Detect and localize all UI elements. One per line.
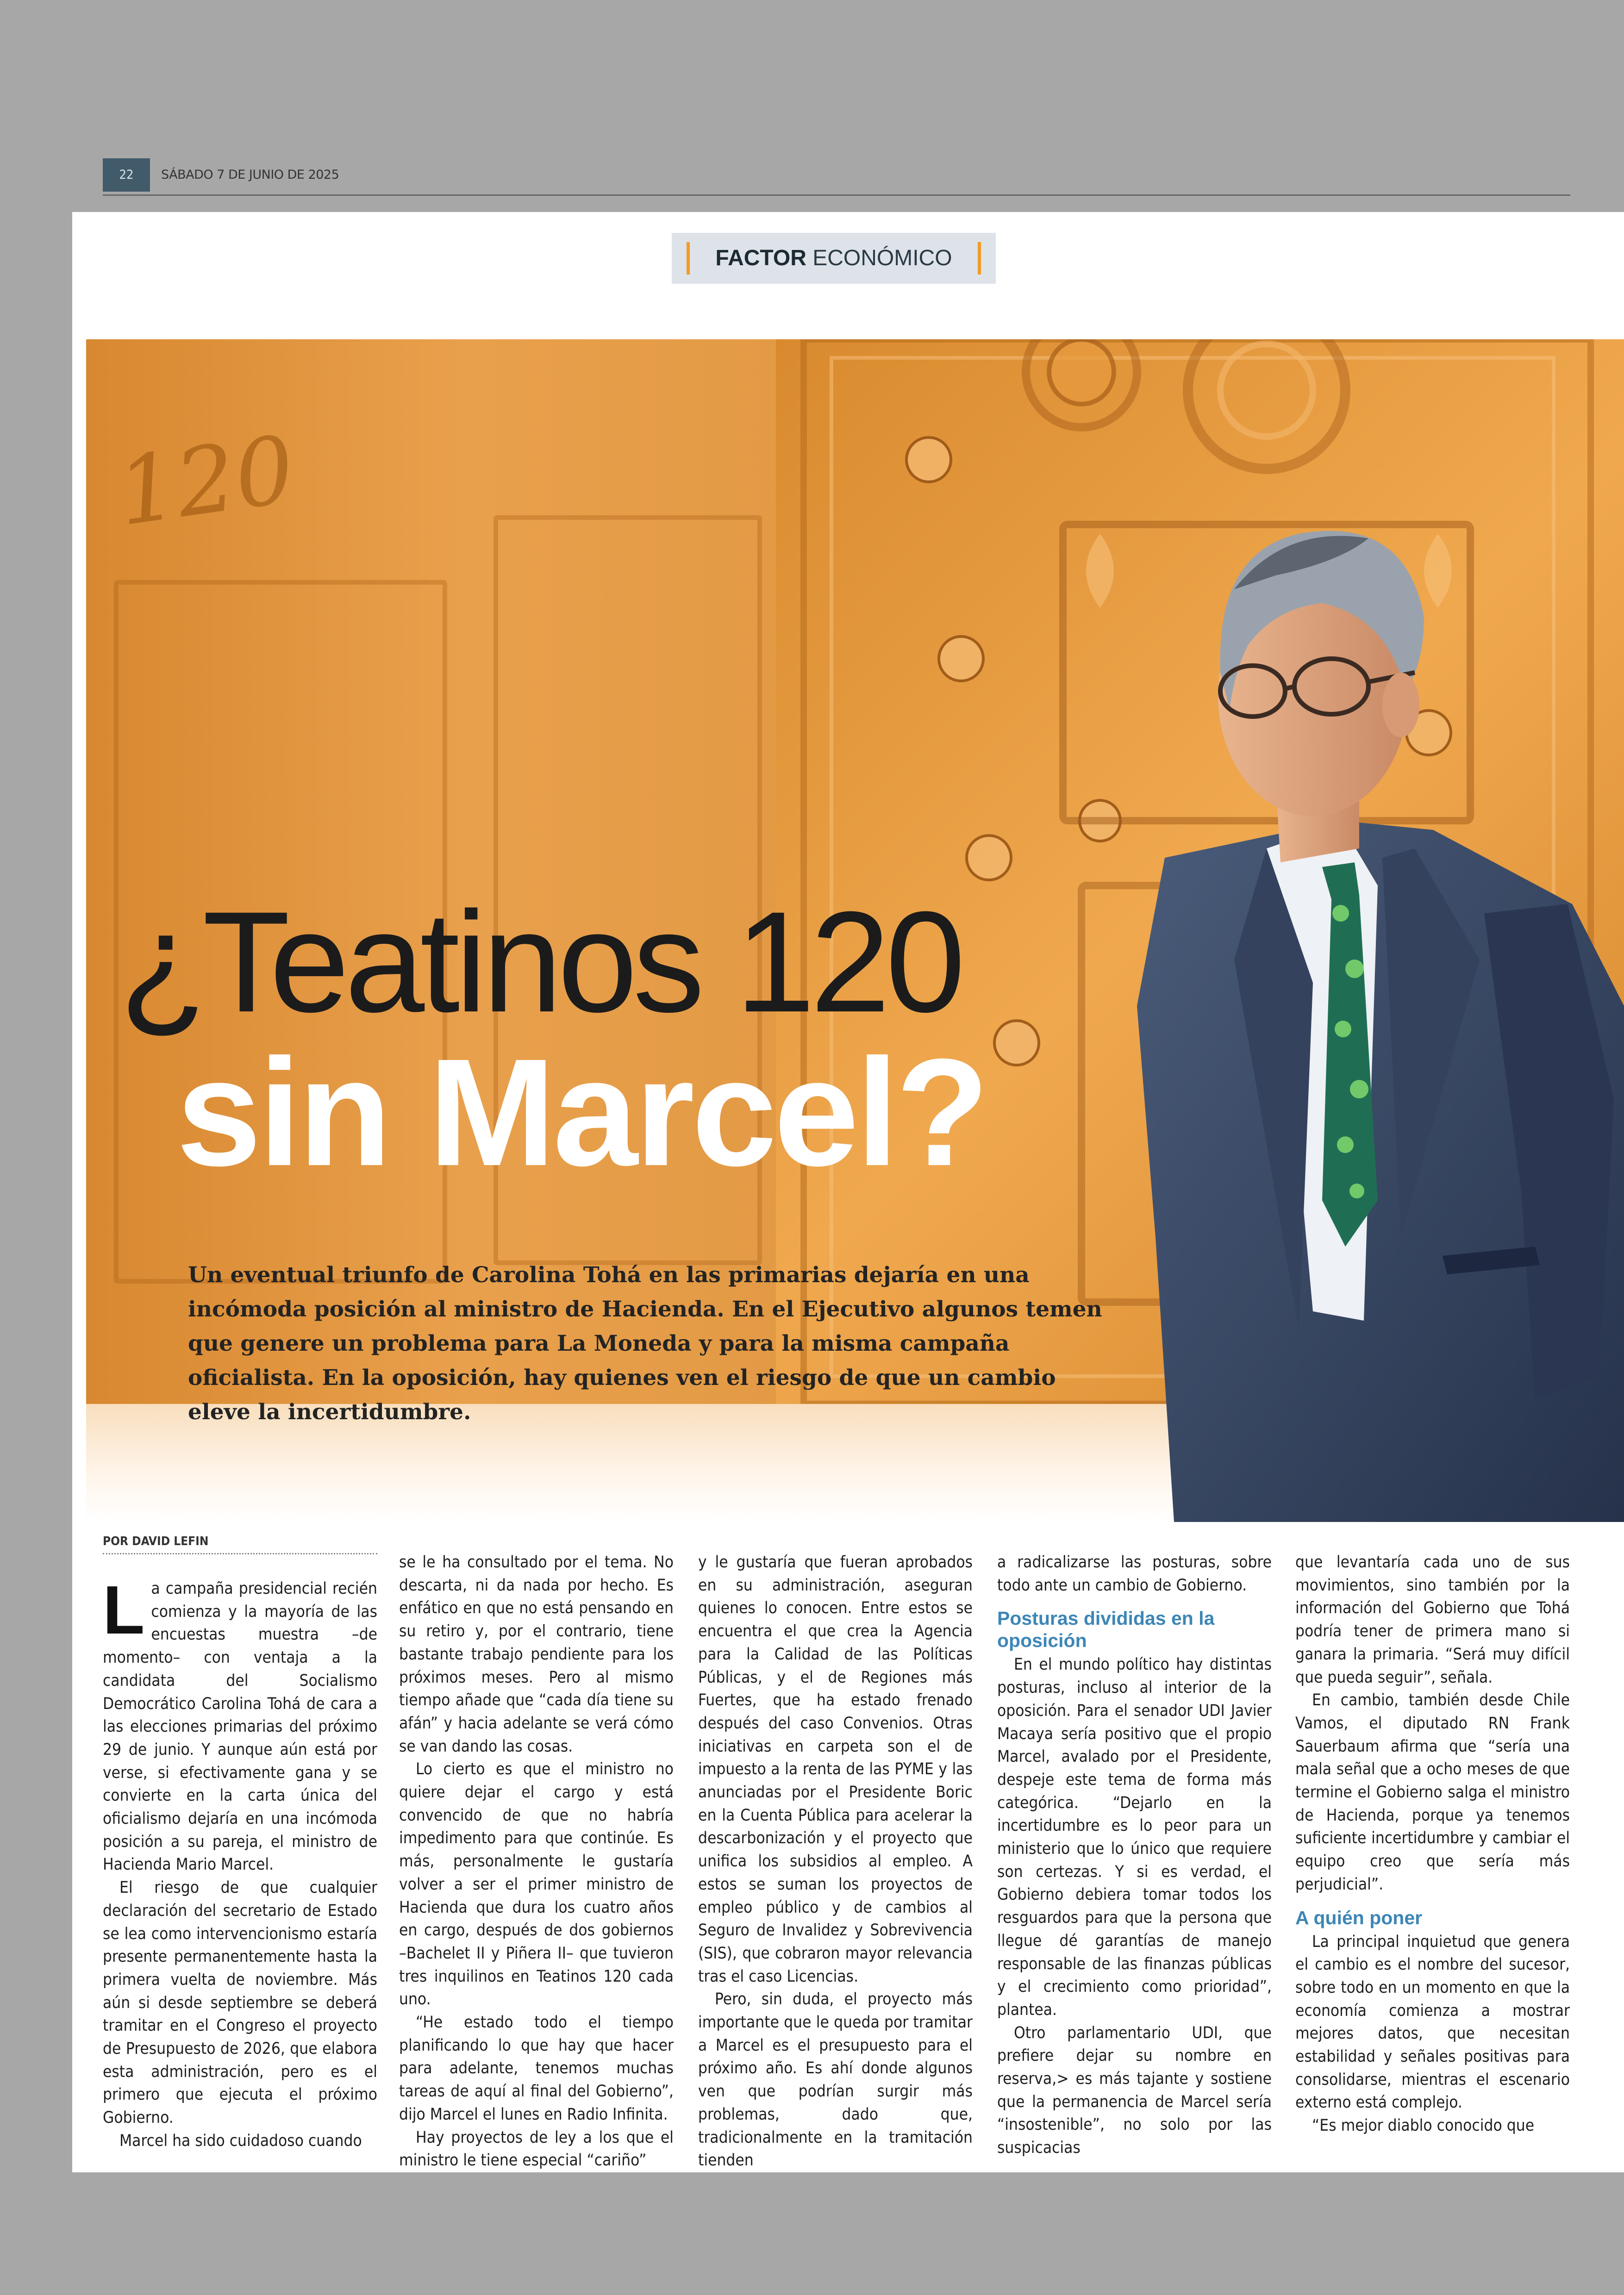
paragraph — [103, 1572, 377, 1877]
section-tag-bold: FACTOR — [715, 246, 806, 270]
byline: POR DAVID LEFIN — [103, 1534, 209, 1548]
article-column-2 — [399, 1551, 674, 2172]
article-column-4 — [997, 1551, 1272, 2160]
paragraph: El riesgo de que cualquier declaración del secretario de Estado se lea como intervencionismo estaría presente permanentemente hasta la primera vuelta de noviembre. Más aún si desde septiembre se deberá tramitar en el Congreso el proyecto de Presupuesto de 2026, que elabora esta administración, pero es el primero que ejecuta el próximo Gobierno. — [103, 1878, 377, 2127]
page-number: 22 — [103, 158, 150, 192]
paragraph: “Es mejor diablo conocido que — [1312, 2116, 1535, 2135]
running-header — [103, 158, 1570, 196]
minister-photo — [1081, 497, 1624, 1522]
section-tag-label — [672, 233, 996, 284]
paragraph: En el mundo político hay distintas posturas, incluso al interior de la oposición. Para el senador UDI Javier Macaya sería positivo que el propio Marcel, avalado por el Presidente, despeje este tema de forma más categórica. “Dejarlo en la incertidumbre es lo peor para un ministerio que lo único que requiere son certezas. Y si es verdad, el Gobierno debiera tomar todos los resguardos para que la persona que llegue dé garantías de manejo responsable de las finanzas públicas y el crecimiento como prioridad”, plantea. — [997, 1655, 1272, 2019]
paragraph: En cambio, también desde Chile Vamos, el diputado RN Frank Sauerbaum afirma que “sería una mala señal que a ocho meses de que termine el Gobierno salga el ministro de Hacienda, porque ya tenemos suficiente incertidumbre y cambiar el equipo creo que sería más perjudicial”. — [1295, 1691, 1570, 1894]
paragraph: y le gustaría que fueran aprobados en su administración, aseguran quienes lo conocen. Entre estos se encuentra el que crea la Agencia para la Calidad de las Políticas Públicas, y el de Regiones más Fuertes, que ha estado frenado después del caso Convenios. Otras iniciativas en carpeta son el de impuesto a la renta de las PYME y las anunciadas por el Presidente Boric en la Cuenta Pública para acelerar la descarbonización y el proyecto que unifica los subsidios al empleo. A estos se suman los proyectos de empleo público y de cambios al Seguro de Invalidez y Sobrevivencia (SIS), que cobraron mayor relevancia tras el caso Licencias. — [698, 1553, 973, 1986]
subhead: A quién poner — [1295, 1907, 1423, 1928]
paragraph-text: a campaña presidencial recién comienza y la mayoría de las encuestas muestra –de momento– con ventaja a la candidata del Socialismo Democrático Carolina Tohá de cara a las elecciones primarias del próximo 29 de junio. Y aunque aún está por verse, si efectivamente gana y se convierte en la carta única del oficialismo dejaría en una incómoda posición a su pareja, el ministro de Hacienda Mario Marcel. — [103, 1579, 377, 1874]
paragraph: que levantaría cada uno de sus movimientos, sino también por la información del Gobierno que Tohá podría tener de primera mano si ganara la primaria. “Será muy difícil que pueda seguir”, señala. — [1295, 1553, 1570, 1687]
section-tag-right-bar — [978, 242, 981, 274]
article-column-5 — [1295, 1551, 1570, 2138]
paragraph: La principal inquietud que genera el cambio es el nombre del sucesor, sobre todo en un momento en que la economía comienza a mostrar mejores datos, que necesitan estabilidad y señales positivas para consolidarse, mientras el escenario externo está complejo. — [1295, 1932, 1570, 2112]
paragraph: Otro parlamentario UDI, que prefiere dejar su nombre en reserva,> es más tajante y sostiene que la permanencia de Marcel sería “insostenible”, no solo por las suspicacias — [997, 2023, 1272, 2158]
paragraph: a radicalizarse las posturas, sobre todo ante un cambio de Gobierno. — [997, 1553, 1272, 1595]
section-tag — [672, 233, 996, 284]
subhead: Posturas divididas en la oposición — [997, 1608, 1215, 1652]
article-deck: Un eventual triunfo de Carolina Tohá en las primarias dejaría en una incómoda posición al ministro de Hacienda. En el Ejecutivo algunos temen que genere un problema para La Moneda y para la misma campaña oficialista. En la oposición, hay quienes ven el riesgo de que un cambio eleve la incertidumbre. — [188, 1262, 1102, 1425]
paragraph: Lo cierto es que el ministro no quiere dejar el cargo y está convencido de que no habría impedimento para que continúe. Es más, personalmente le gustaría volver a ser el primer ministro de Hacienda que dura los cuatro años en cargo, después de dos gobiernos –Bachelet II y Piñera II– que tuvieron tres inquilinos en Teatinos 120 cada uno. — [399, 1760, 674, 2009]
paragraph: Hay proyectos de ley a los que el ministro le tiene especial “cariño” — [399, 2128, 674, 2170]
door-number: 120 — [111, 415, 301, 547]
drop-cap: L — [103, 1572, 145, 1648]
hero-image — [86, 339, 1624, 1522]
byline-divider — [103, 1553, 377, 1554]
headline-line-1: ¿Teatinos 120 — [119, 881, 961, 1042]
issue-date: SÁBADO 7 DE JUNIO DE 2025 — [161, 168, 339, 182]
article-sheet — [72, 212, 1624, 2172]
headline-line-2: sin Marcel? — [176, 1027, 987, 1197]
article-column-1 — [103, 1572, 377, 2153]
section-tag-light: ECONÓMICO — [812, 246, 952, 270]
paragraph: Pero, sin duda, el proyecto más importante que le queda por tramitar a Marcel es el presupuesto para el próximo año. Es ahí donde algunos ven que podrían surgir más problemas, dado que, tradicionalmente en la tramitación tienden — [698, 1990, 973, 2170]
article-column-3 — [698, 1551, 973, 2172]
paragraph: “He estado todo el tiempo planificando lo que hay que hacer para adelante, tenemos muchas tareas de aquí al final del Gobierno”, dijo Marcel el lunes en Radio Infinita. — [399, 2013, 674, 2124]
paragraph: se le ha consultado por el tema. No descarta, ni da nada por hecho. Es enfático en que no está pensando en su retiro y, por el contrario, tiene bastante trabajo pendiente para los próximos meses. Pero al mismo tiempo añade que “cada día tiene su afán” y hacia adelante se verá cómo se van dando las cosas. — [399, 1553, 674, 1756]
paragraph: Marcel ha sido cuidadoso cuando — [119, 2131, 362, 2150]
